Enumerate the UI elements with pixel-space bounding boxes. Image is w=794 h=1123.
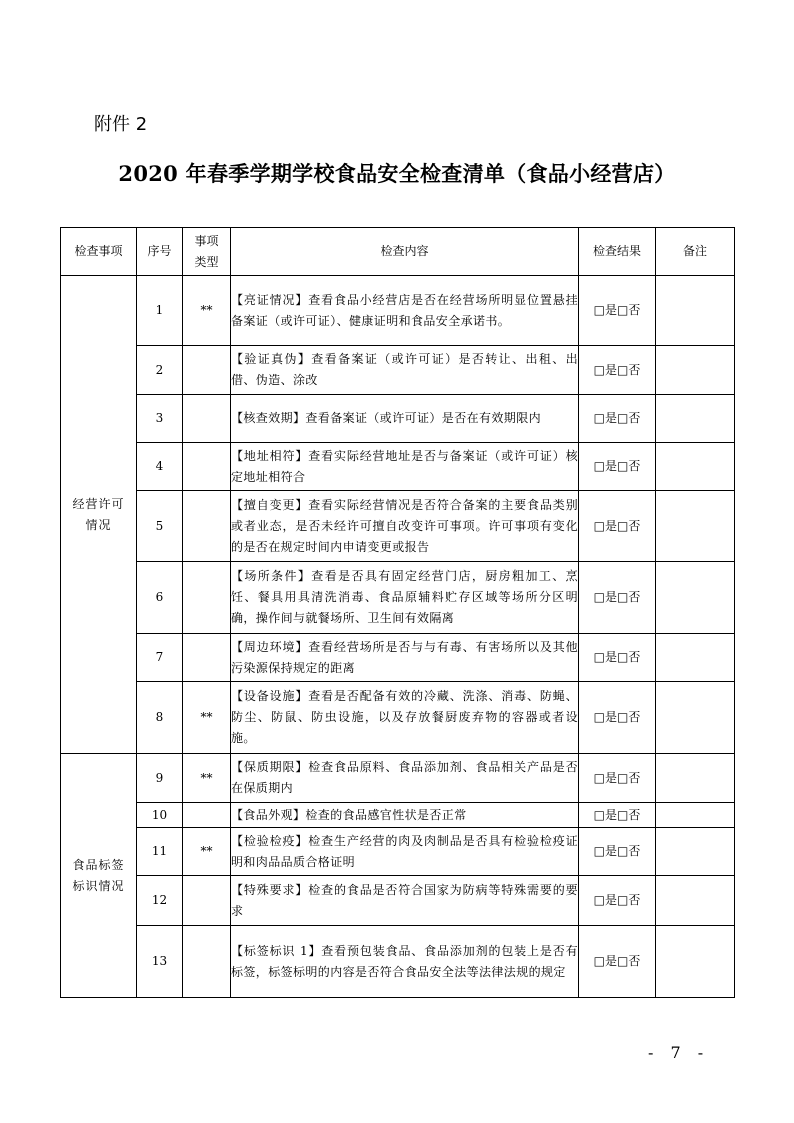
row-content: 【地址相符】查看实际经营地址是否与备案证（或许可证）核定地址相符合	[231, 443, 579, 491]
category-label-line1: 经营许可	[72, 496, 125, 511]
table-row	[61, 634, 735, 682]
category-label-line1: 食品标签	[72, 857, 125, 872]
table-row	[61, 926, 735, 998]
header-item-type-line1: 事项	[194, 233, 219, 248]
row-number: 6	[137, 562, 183, 634]
row-result-checkbox[interactable]: □是□否	[579, 276, 656, 346]
header-note: 备注	[656, 228, 735, 276]
attachment-label: 附件 2	[94, 114, 148, 135]
row-note[interactable]	[656, 926, 735, 998]
row-number: 10	[137, 803, 183, 828]
row-note[interactable]	[656, 828, 735, 876]
row-note[interactable]	[656, 346, 735, 395]
row-note[interactable]	[656, 754, 735, 803]
row-content: 【标签标识 1】查看预包装食品、食品添加剂的包装上是否有标签，标签标明的内容是否符合食品安全法等法律法规的规定	[231, 926, 579, 998]
table-row	[61, 443, 735, 491]
table-row	[61, 828, 735, 876]
row-content: 【设备设施】查看是否配备有效的冷藏、洗涤、消毒、防蝇、防尘、防鼠、防虫设施，以及存放餐厨废弃物的容器或者设施。	[231, 682, 579, 754]
row-result-checkbox[interactable]: □是□否	[579, 634, 656, 682]
row-type: **	[183, 828, 231, 876]
row-content: 【检验检疫】检查生产经营的肉及肉制品是否具有检验检疫证明和肉品品质合格证明	[231, 828, 579, 876]
table-header-row	[61, 228, 735, 276]
row-note[interactable]	[656, 491, 735, 562]
row-type	[183, 443, 231, 491]
category-cell-labeling	[61, 754, 137, 998]
row-type	[183, 395, 231, 443]
row-result-checkbox[interactable]: □是□否	[579, 682, 656, 754]
header-category: 检查事项	[61, 228, 137, 276]
checklist-table	[60, 227, 735, 998]
row-content: 【保质期限】检查食品原料、食品添加剂、食品相关产品是否在保质期内	[231, 754, 579, 803]
page-number: - 7 -	[648, 1043, 710, 1062]
row-number: 4	[137, 443, 183, 491]
row-type	[183, 562, 231, 634]
row-result-checkbox[interactable]: □是□否	[579, 754, 656, 803]
category-cell-license	[61, 276, 137, 754]
header-content: 检查内容	[231, 228, 579, 276]
table-row	[61, 276, 735, 346]
row-number: 11	[137, 828, 183, 876]
table-row	[61, 803, 735, 828]
row-type	[183, 634, 231, 682]
row-number: 3	[137, 395, 183, 443]
table-row	[61, 491, 735, 562]
row-type: **	[183, 682, 231, 754]
row-type: **	[183, 754, 231, 803]
row-result-checkbox[interactable]: □是□否	[579, 443, 656, 491]
row-content: 【核查效期】查看备案证（或许可证）是否在有效期限内	[231, 395, 579, 443]
row-content: 【场所条件】查看是否具有固定经营门店，厨房粗加工、烹饪、餐具用具清洗消毒、食品原辅料贮存区域等场所分区明确，操作间与就餐场所、卫生间有效隔离	[231, 562, 579, 634]
row-result-checkbox[interactable]: □是□否	[579, 803, 656, 828]
row-number: 1	[137, 276, 183, 346]
row-content: 【验证真伪】查看备案证（或许可证）是否转让、出租、出借、伪造、涂改	[231, 346, 579, 395]
row-type: **	[183, 276, 231, 346]
row-content: 【食品外观】检查的食品感官性状是否正常	[231, 803, 579, 828]
row-content: 【亮证情况】查看食品小经营店是否在经营场所明显位置悬挂备案证（或许可证）、健康证明和食品安全承诺书。	[231, 276, 579, 346]
header-number: 序号	[137, 228, 183, 276]
row-note[interactable]	[656, 276, 735, 346]
table-row	[61, 346, 735, 395]
row-number: 12	[137, 876, 183, 926]
row-number: 9	[137, 754, 183, 803]
row-type	[183, 926, 231, 998]
row-type	[183, 803, 231, 828]
row-note[interactable]	[656, 803, 735, 828]
row-number: 2	[137, 346, 183, 395]
row-number: 5	[137, 491, 183, 562]
row-type	[183, 876, 231, 926]
row-note[interactable]	[656, 634, 735, 682]
row-note[interactable]	[656, 562, 735, 634]
row-content: 【周边环境】查看经营场所是否与与有毒、有害场所以及其他污染源保持规定的距离	[231, 634, 579, 682]
table-row	[61, 876, 735, 926]
row-note[interactable]	[656, 682, 735, 754]
row-result-checkbox[interactable]: □是□否	[579, 395, 656, 443]
row-note[interactable]	[656, 443, 735, 491]
table-row	[61, 682, 735, 754]
row-note[interactable]	[656, 876, 735, 926]
table-row	[61, 562, 735, 634]
header-result: 检查结果	[579, 228, 656, 276]
row-result-checkbox[interactable]: □是□否	[579, 562, 656, 634]
row-result-checkbox[interactable]: □是□否	[579, 346, 656, 395]
category-label-line2: 标识情况	[72, 878, 125, 893]
row-result-checkbox[interactable]: □是□否	[579, 926, 656, 998]
page-title: 2020 年春季学期学校食品安全检查清单（食品小经营店）	[118, 161, 676, 186]
row-number: 7	[137, 634, 183, 682]
row-result-checkbox[interactable]: □是□否	[579, 828, 656, 876]
row-number: 13	[137, 926, 183, 998]
header-item-type	[183, 228, 231, 276]
row-result-checkbox[interactable]: □是□否	[579, 876, 656, 926]
row-type	[183, 346, 231, 395]
row-type	[183, 491, 231, 562]
row-number: 8	[137, 682, 183, 754]
header-item-type-line2: 类型	[194, 254, 219, 269]
row-content: 【特殊要求】检查的食品是否符合国家为防病等特殊需要的要求	[231, 876, 579, 926]
row-content: 【擅自变更】查看实际经营情况是否符合备案的主要食品类别或者业态，是否未经许可擅自改变许可事项。许可事项有变化的是否在规定时间内申请变更或报告	[231, 491, 579, 562]
category-label-line2: 情况	[85, 517, 112, 532]
table-row	[61, 395, 735, 443]
row-note[interactable]	[656, 395, 735, 443]
row-result-checkbox[interactable]: □是□否	[579, 491, 656, 562]
table-row	[61, 754, 735, 803]
